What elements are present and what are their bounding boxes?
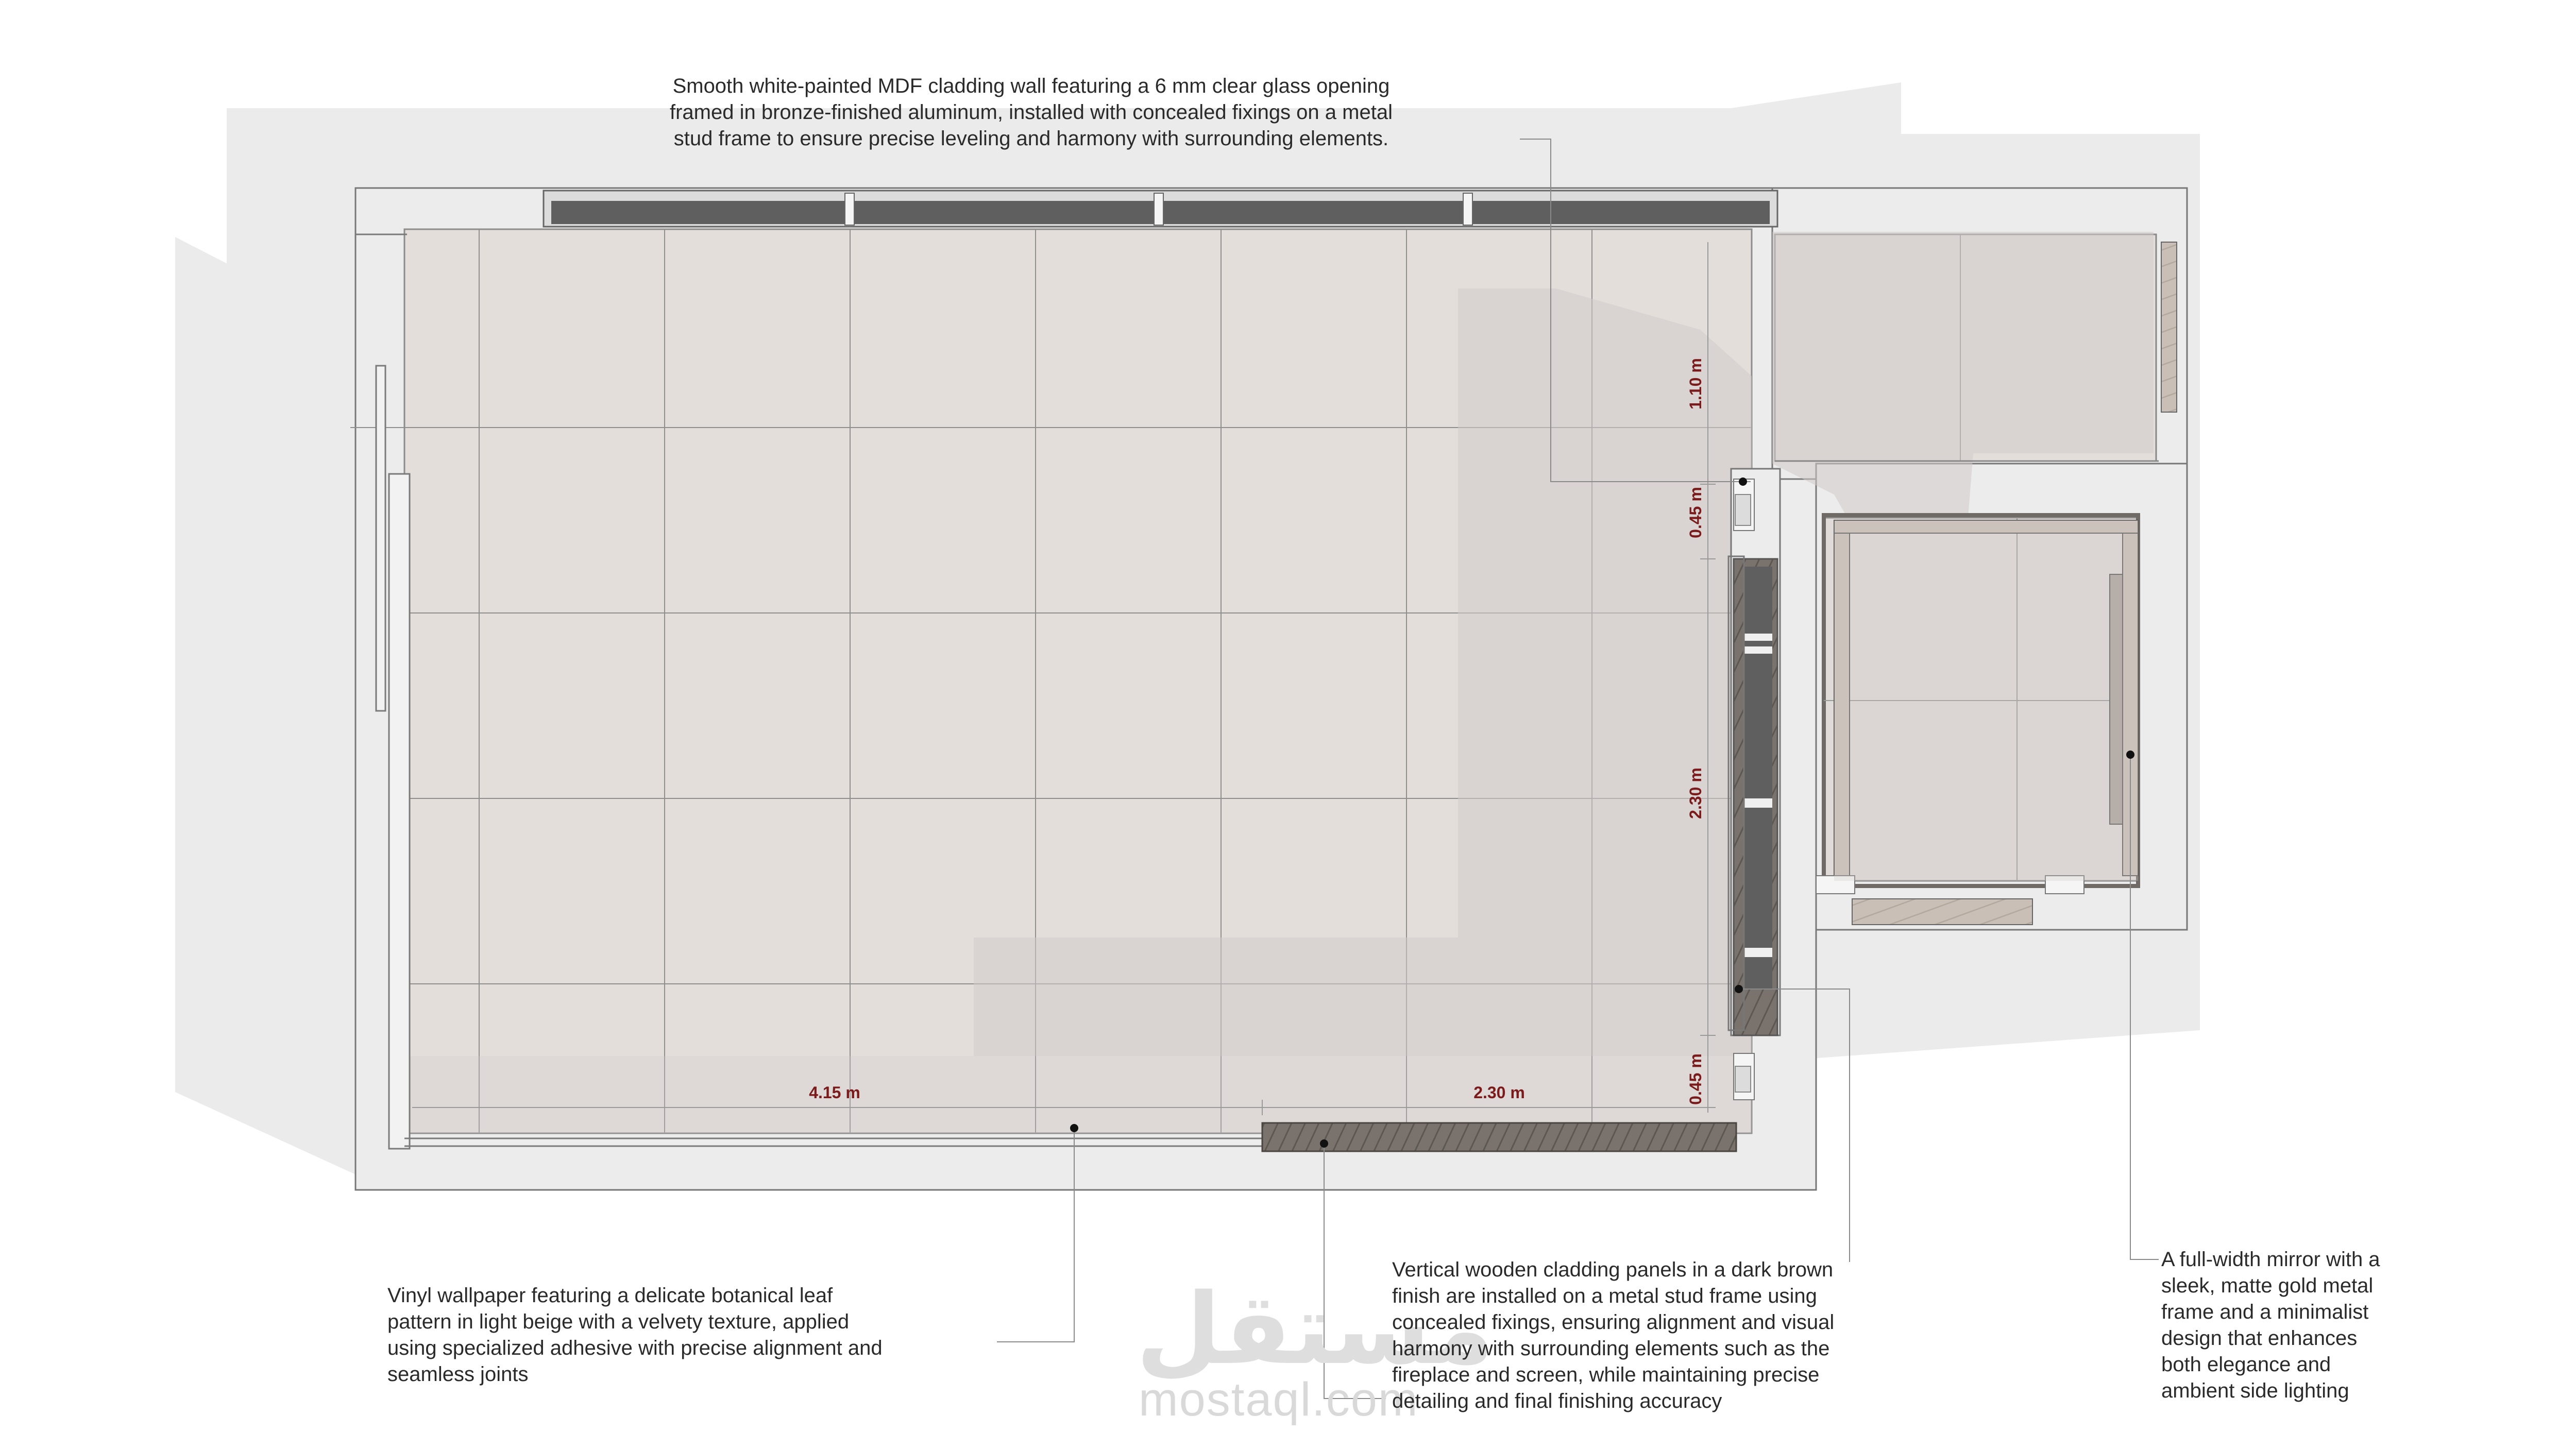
note-mirror — [2161, 1247, 2380, 1404]
note-line: detailing and final finishing accuracy — [1392, 1390, 1722, 1412]
note-vinyl-wallpaper — [387, 1283, 883, 1388]
fireplace-wall — [1728, 469, 1780, 1100]
dim-2-30-vertical: 2.30 m — [1686, 768, 1705, 819]
top-glass-wall — [544, 191, 1777, 227]
side-room — [1816, 515, 2138, 925]
dim-4-15: 4.15 m — [809, 1083, 860, 1102]
note-line: framed in bronze-finished aluminum, installed with concealed fixings on a metal — [670, 101, 1393, 124]
note-line: fireplace and screen, while maintaining precise — [1392, 1363, 1820, 1386]
note-line: using specialized adhesive with precise alignment and — [387, 1337, 883, 1359]
note-line: sleek, matte gold metal — [2161, 1274, 2374, 1297]
note-line: Smooth white-painted MDF cladding wall featuring a 6 mm clear glass opening — [672, 75, 1390, 97]
note-line: Vinyl wallpaper featuring a delicate botanical leaf — [387, 1284, 833, 1307]
note-line: harmony with surrounding elements such as the — [1392, 1337, 1830, 1360]
note-line: pattern in light beige with a velvety texture, applied — [387, 1310, 850, 1333]
note-line: both elegance and — [2161, 1353, 2331, 1376]
dim-1-10: 1.10 m — [1686, 358, 1705, 410]
dim-0-45-upper: 0.45 m — [1686, 487, 1705, 538]
dim-2-30-horizontal: 2.30 m — [1473, 1083, 1525, 1102]
note-line: concealed fixings, ensuring alignment and visual — [1392, 1311, 1835, 1334]
note-mdf-wall — [670, 73, 1393, 152]
note-line: stud frame to ensure precise leveling and harmony with surrounding elements. — [673, 127, 1389, 150]
note-line: frame and a minimalist — [2161, 1301, 2369, 1323]
watermark-text: mostaql.com — [1139, 1373, 1419, 1426]
dim-0-45-lower: 0.45 m — [1686, 1053, 1705, 1105]
note-line: ambient side lighting — [2161, 1379, 2349, 1402]
note-line: A full-width mirror with a — [2161, 1248, 2380, 1271]
bottom-wood-cladding — [1262, 1123, 1736, 1151]
watermark-logo: مستقل — [1136, 1272, 1494, 1386]
note-wooden-cladding — [1392, 1257, 1834, 1414]
note-line: Vertical wooden cladding panels in a dark brown — [1392, 1258, 1834, 1281]
note-line: seamless joints — [387, 1363, 529, 1386]
note-line: finish are installed on a metal stud frame using — [1392, 1285, 1817, 1307]
note-line: design that enhances — [2161, 1327, 2358, 1350]
